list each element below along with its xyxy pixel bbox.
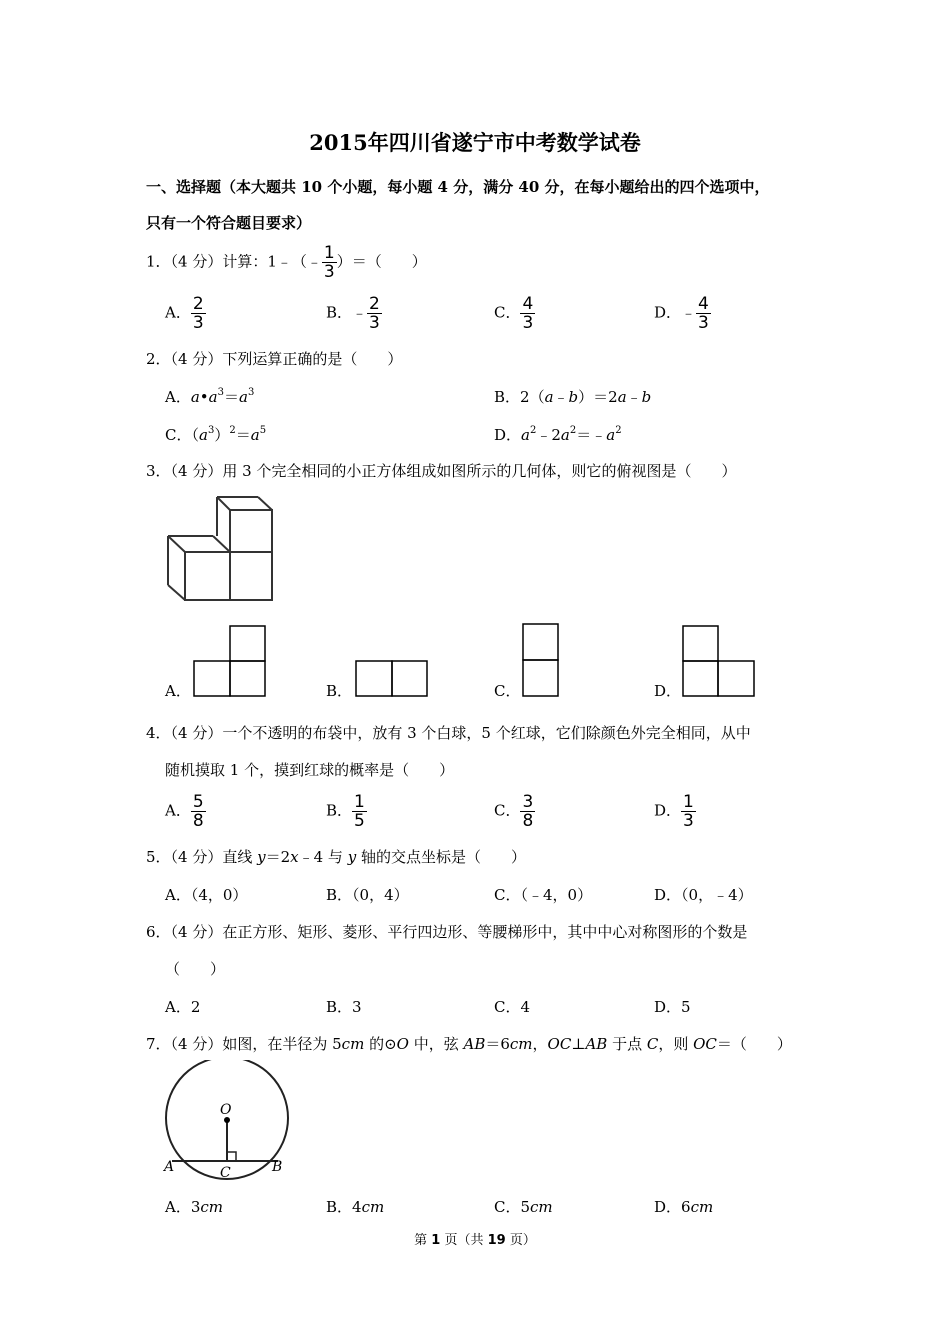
q5-option-a[interactable]: A．（4，0） — [165, 886, 248, 904]
question-2-stem: 2．（4 分）下列运算正确的是（ ） — [146, 350, 403, 368]
q4-option-a[interactable]: A． $\frac{5}{8}$ — [165, 792, 204, 831]
q7-option-b[interactable]: B．4cm — [326, 1198, 385, 1216]
question-1-suffix: ）＝（ ） — [336, 252, 427, 271]
section-heading-line2: 只有一个符合题目要求） — [146, 214, 312, 232]
q3-option-b-figure[interactable] — [354, 659, 430, 698]
page-title: 2015年四川省遂宁市中考数学试卷 — [309, 130, 641, 155]
q6-option-d[interactable]: D．5 — [654, 998, 691, 1016]
question-6-line2: （ ） — [165, 960, 226, 978]
q1-option-b[interactable]: B．﹣ $\frac{2}{3}$ — [326, 294, 380, 333]
q7-option-a[interactable]: A．3cm — [165, 1198, 224, 1216]
circle-chord-figure — [160, 1060, 295, 1185]
q1-option-c[interactable]: C． $\frac{4}{3}$ — [494, 294, 534, 333]
q2-option-a[interactable]: A．$a•a^3=a^3$ — [165, 387, 255, 406]
q3-option-c[interactable]: C． — [494, 682, 521, 700]
q4-option-c[interactable]: C． $\frac{3}{8}$ — [494, 792, 534, 831]
q3-option-c-figure[interactable] — [521, 622, 561, 698]
q6-option-c[interactable]: C．4 — [494, 998, 531, 1016]
q4-option-d[interactable]: D． $\frac{1}{3}$ — [654, 792, 694, 831]
q6-option-b[interactable]: B．3 — [326, 998, 362, 1016]
question-4-line1: 4．（4 分）一个不透明的布袋中，放有 3 个白球，5 个红球，它们除颜色外完全相同，从中 — [146, 724, 751, 742]
q5-option-c[interactable]: C．（﹣4，0） — [494, 886, 593, 904]
label-a: A — [164, 1159, 175, 1175]
label-b: B — [272, 1159, 283, 1175]
question-6-line1: 6．（4 分）在正方形、矩形、菱形、平行四边形、等腰梯形中，其中中心对称图形的个数是 — [146, 923, 748, 941]
q4-option-b[interactable]: B． $\frac{1}{5}$ — [326, 792, 365, 831]
q2-option-c[interactable]: C．$(a^3)^2=a^5$ — [165, 425, 267, 444]
q3-option-d-figure[interactable] — [681, 624, 757, 698]
question-1-stem — [146, 244, 427, 281]
question-5-stem: 5．（4 分）直线 y＝2x﹣4 与 y 轴的交点坐标是（ ） — [146, 848, 526, 866]
q3-option-a-figure[interactable] — [192, 624, 268, 698]
question-4-line2: 随机摸取 1 个，摸到红球的概率是（ ） — [165, 761, 455, 779]
page-footer: 第 1 页（共 19 页） — [414, 1233, 536, 1248]
q1-option-d[interactable]: D．﹣ $\frac{4}{3}$ — [654, 294, 709, 333]
fraction: $\frac{1}{3}$ — [323, 243, 335, 282]
q5-option-b[interactable]: B．（0，4） — [326, 886, 409, 904]
q7-option-c[interactable]: C．5cm — [494, 1198, 553, 1216]
cube-solid-figure — [160, 494, 280, 606]
q7-option-d[interactable]: D．6cm — [654, 1198, 714, 1216]
q1-option-a[interactable]: A． $\frac{2}{3}$ — [165, 294, 204, 333]
question-3-stem: 3．（4 分）用 3 个完全相同的小正方体组成如图所示的几何体，则它的俯视图是（ ） — [146, 462, 737, 480]
q3-option-b[interactable]: B． — [326, 682, 353, 700]
q2-option-d[interactable]: D．$a^2﹣2a^2=﹣a^2$ — [494, 425, 622, 444]
q6-option-a[interactable]: A．2 — [165, 998, 201, 1016]
q3-option-a[interactable]: A． — [165, 682, 191, 700]
q3-option-d[interactable]: D． — [654, 682, 682, 700]
q2-option-b[interactable]: B．2（a﹣b）＝2a﹣b — [494, 388, 652, 406]
label-o: O — [220, 1102, 232, 1118]
question-7-stem: 7．（4 分）如图，在半径为 5cm 的⊙O 中，弦 AB＝6cm，OC⊥AB 于点 C，则 OC＝（ ） — [146, 1035, 792, 1053]
question-1-prefix: 1．（4 分）计算：1﹣（﹣ — [146, 252, 322, 271]
section-heading-line1: 一、选择题（本大题共 10 个小题，每小题 4 分，满分 40 分，在每小题给出的四个选项中， — [146, 178, 770, 196]
q5-option-d[interactable]: D．（0，﹣4） — [654, 886, 753, 904]
label-c: C — [220, 1165, 231, 1181]
